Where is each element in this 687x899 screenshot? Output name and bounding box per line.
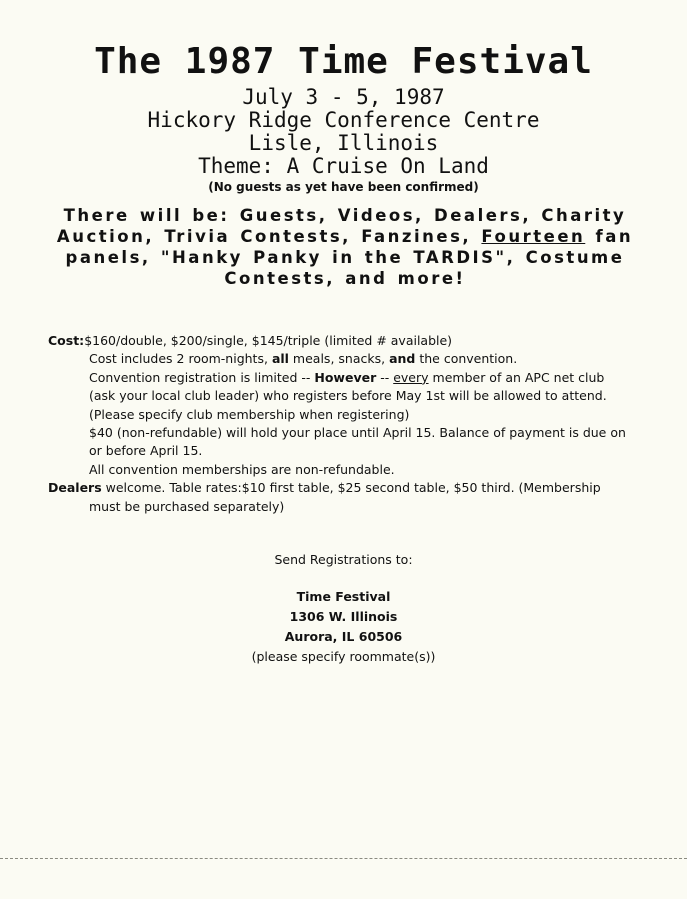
banner-underlined-word: Fourteen xyxy=(481,227,586,246)
dealers-label: Dealers xyxy=(48,480,102,496)
cost-includes-text-c: the convention. xyxy=(415,351,518,367)
cost-rates: $160/double, $200/single, $145/triple (limited # available) xyxy=(84,333,453,348)
dealers-text: welcome. Table rates:$10 first table, $25 second table, $50 third. (Membership must be purchased separately) xyxy=(89,480,601,514)
limit-text-c: member of an APC net club (ask your local club leader) who registers before May 1st will be allowed to attend. (Please specify club membership when registering) xyxy=(89,369,607,422)
festival-city: Lisle, Illinois xyxy=(248,131,439,155)
dealers-line xyxy=(48,479,628,516)
festival-title: The 1987 Time Festival xyxy=(94,41,593,82)
address-city: Aurora, IL 60506 xyxy=(284,629,403,644)
limit-text-a: Convention registration is limited -- xyxy=(89,369,315,385)
refund-policy: All convention memberships are non-refundable. xyxy=(89,461,395,477)
banner-part-1: There will be: Guests, Videos, Dealers, Charity Auction, Trivia Contests, Fanzines, xyxy=(56,206,627,246)
cost-includes-text-b: meals, snacks, xyxy=(288,351,390,367)
dashed-divider xyxy=(0,858,687,859)
limit-every: every xyxy=(393,369,429,385)
cost-line xyxy=(48,332,628,350)
cost-includes xyxy=(48,350,628,368)
details-section xyxy=(48,332,628,516)
roommate-note: (please specify roommate(s)) xyxy=(251,649,436,664)
cost-includes-and: and xyxy=(389,351,416,367)
limit-however: However xyxy=(314,369,377,385)
festival-theme: Theme: A Cruise On Land xyxy=(198,154,489,178)
registration-limit xyxy=(48,369,628,424)
deposit-info: $40 (non-refundable) will hold your place until April 15. Balance of payment is due on or before April 15. xyxy=(89,425,626,459)
address-street: 1306 W. Illinois xyxy=(289,609,398,624)
address-name: Time Festival xyxy=(296,589,391,604)
mailing-address xyxy=(0,587,687,667)
cost-includes-text-a: Cost includes 2 room-nights, xyxy=(89,351,272,367)
cost-label: Cost: xyxy=(48,333,85,348)
events-banner xyxy=(50,205,640,289)
festival-venue: Hickory Ridge Conference Centre xyxy=(147,108,540,132)
banner-part-2: fan panels, "Hanky Panky in the TARDIS", Costume Contests, and more! xyxy=(65,227,634,288)
send-registrations-heading: Send Registrations to: xyxy=(274,552,413,567)
festival-dates: July 3 - 5, 1987 xyxy=(242,85,445,109)
guest-note: (No guests as yet have been confirmed) xyxy=(208,180,479,194)
cost-includes-all: all xyxy=(271,351,289,367)
limit-text-b: -- xyxy=(376,369,394,385)
